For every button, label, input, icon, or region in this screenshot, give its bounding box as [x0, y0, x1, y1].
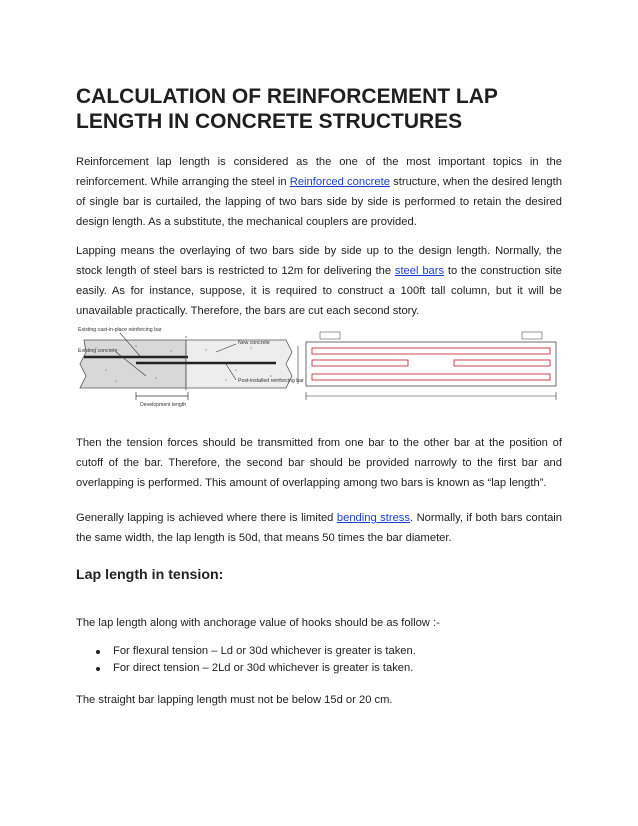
page-title: CALCULATION OF REINFORCEMENT LAP LENGTH IN CONCRETE STRUCTURES	[76, 85, 498, 133]
list-item	[76, 660, 416, 677]
link-steel-bars[interactable]: steel bars	[394, 265, 445, 277]
beam-lap-diagram	[298, 332, 556, 400]
paragraph-tension-transfer: Then the tension forces should be transmitted from one bar to the other bar at the position of cutoff of the bar. Therefore, the second bar should be provided narrowly to the first bar and overlapping is performed. This amount of overlapping among two bars is known as “lap length”.	[76, 437, 562, 489]
bullet-icon	[96, 650, 100, 654]
link-reinforced-concrete[interactable]: Reinforced concrete	[289, 176, 390, 188]
paragraph-bending-stress	[76, 508, 562, 548]
label-existing-bar: Existing cast-in-place reinforcing bar	[78, 327, 162, 333]
label-post-installed: Post-installed reinforcing bar	[238, 378, 304, 384]
paragraph-anchorage: The lap length along with anchorage value of hooks should be as follow :-	[76, 617, 440, 629]
paragraph-lapping	[76, 241, 562, 321]
paragraph-text: to the construction site easily. As for instance, suppose, it is required to construct a 100ft tall column, but it will be unavailable practically. Therefore, the bars are cut each second story.	[76, 265, 562, 317]
paragraph-text: Lapping means the overlaying of two bars side by side up to the design length. Normally, the stock length of steel bars is restricted to 12m for delivering the	[76, 245, 562, 277]
paragraph-text: Reinforcement lap length is considered as the one of the most important topics in the reinforcement. While arranging the steel in	[76, 156, 562, 188]
list-item-text: For direct tension – 2Ld or 30d whichever is greater is taken.	[113, 662, 414, 674]
label-existing-concrete: Existing concrete	[78, 348, 118, 354]
list-item-text: For flexural tension – Ld or 30d whichever is greater is taken.	[113, 645, 416, 657]
paragraph-text: structure, when the desired length of single bar is curtailed, the lapping of two bars side by side is performed to retain the desired design length. As a substitute, the mechanical couplers are provided.	[76, 176, 562, 228]
concrete-section-diagram	[78, 327, 304, 408]
label-development-length: Development length	[140, 402, 187, 408]
link-bending-stress[interactable]: bending stress	[336, 512, 410, 524]
bullet-list	[76, 643, 416, 677]
section-heading-lap-tension: Lap length in tension:	[76, 567, 224, 583]
paragraph-text: . Normally, if both bars contain the same width, the lap length is 50d, that means 50 times the bar diameter.	[76, 512, 563, 544]
bullet-icon	[96, 667, 100, 671]
lap-length-figure	[76, 326, 562, 413]
lap-diagram	[76, 326, 562, 408]
list-item	[76, 643, 416, 660]
paragraph-text: Generally lapping is achieved where there is limited	[76, 512, 337, 524]
paragraph-straight-bar: The straight bar lapping length must not be below 15d or 20 cm.	[76, 694, 393, 706]
paragraph-intro	[76, 152, 562, 232]
label-new-concrete: New concrete	[238, 340, 270, 346]
